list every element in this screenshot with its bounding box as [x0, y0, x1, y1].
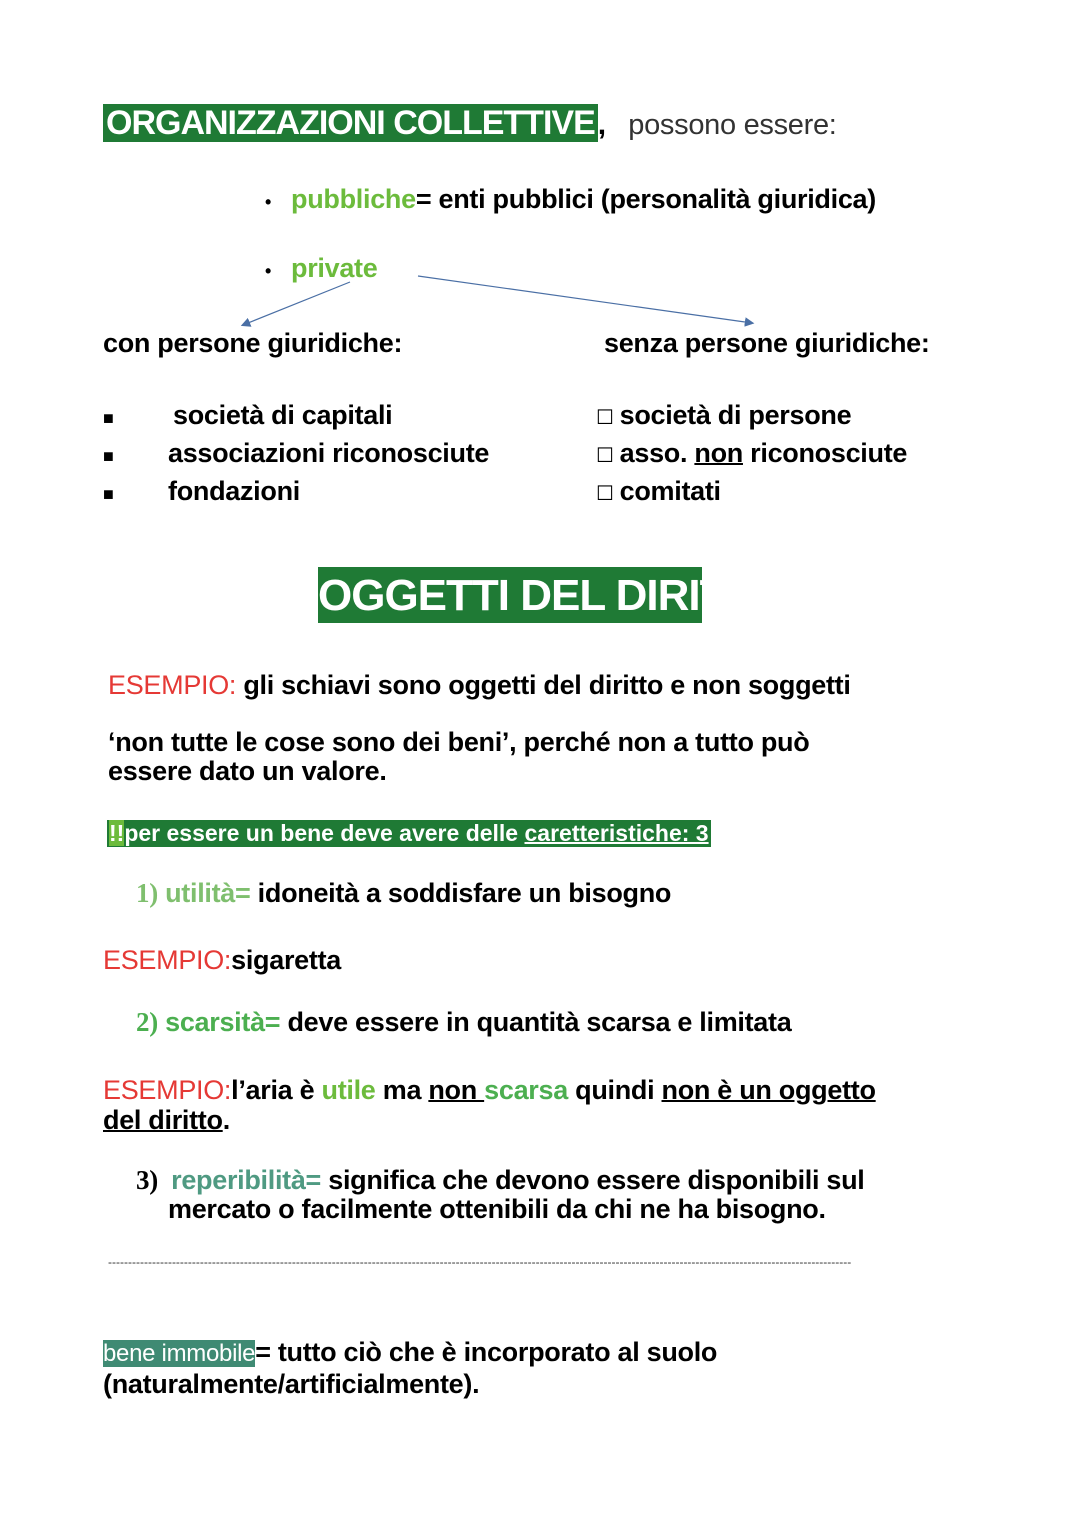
list-item: associazioni riconosciute — [168, 438, 490, 468]
branch-arrows — [0, 0, 1080, 340]
definition: idoneità a soddisfare un bisogno — [250, 878, 672, 908]
text: non — [428, 1075, 485, 1105]
right-list — [596, 398, 907, 512]
characteristic-3 — [136, 1166, 864, 1224]
example-text: gli schiavi sono oggetti del diritto e non soggetti — [243, 670, 851, 700]
example-1 — [108, 670, 851, 701]
characteristic-2 — [136, 1007, 791, 1038]
text: l’aria è — [231, 1075, 322, 1105]
definition: = enti pubblici (personalità giuridica) — [415, 184, 876, 214]
list-item: fondazioni — [168, 476, 300, 506]
definition: significa che devono essere disponibili sul — [321, 1165, 865, 1195]
number: 3) — [136, 1165, 158, 1195]
example-label: ESEMPIO: — [108, 670, 237, 700]
quote-line: ‘non tutte le cose sono dei beni’, perché non a tutto può — [108, 727, 810, 757]
text: . — [222, 1105, 230, 1135]
checkbox-icon: ☐ — [596, 445, 614, 467]
number: 1) — [136, 878, 158, 908]
list-item: società di persone — [619, 400, 852, 430]
term: private — [291, 253, 378, 283]
bullet-icon: • — [265, 261, 272, 281]
arrow-left — [243, 282, 350, 325]
text: quindi — [567, 1075, 662, 1105]
term: reperibilità= — [171, 1165, 322, 1195]
note-underlined: caretteristiche: 3 — [524, 820, 709, 846]
quote-text — [108, 728, 809, 786]
warning-mark: !! — [109, 820, 125, 846]
list-item: società di capitali — [173, 400, 393, 430]
quote-line: essere dato un valore. — [108, 756, 387, 786]
intro-text: possono essere: — [628, 109, 837, 141]
separator: ------------------------------------------------------------------------------------------------------------------------------------------------------------------------------------------ — [108, 1255, 852, 1269]
term: scarsità= — [165, 1007, 281, 1037]
example-2 — [103, 945, 341, 976]
square-bullet-icon: ■ — [103, 408, 114, 428]
section-title: ORGANIZZAZIONI COLLETTIVE — [103, 104, 598, 142]
bullet-icon: • — [265, 192, 272, 212]
text: scarsa — [484, 1075, 568, 1105]
left-heading: con persone giuridiche: — [103, 328, 403, 358]
checkbox-icon: ☐ — [596, 407, 614, 429]
term: pubbliche — [291, 184, 416, 214]
note-text: per essere un bene deve avere delle — [124, 820, 525, 846]
number: 2) — [136, 1007, 158, 1037]
right-heading: senza persone giuridiche: — [604, 328, 930, 358]
underlined-word: non — [694, 438, 743, 468]
text: non è un oggetto — [661, 1075, 876, 1105]
left-list — [103, 398, 489, 512]
definition: (naturalmente/artificialmente). — [103, 1369, 480, 1399]
list-item: comitati — [619, 476, 721, 506]
arrow-right — [418, 276, 752, 323]
square-bullet-icon: ■ — [103, 446, 114, 466]
example-text: sigaretta — [231, 945, 341, 975]
text: ma — [375, 1075, 429, 1105]
checkbox-icon: ☐ — [596, 483, 614, 505]
list-item: riconosciute — [742, 438, 908, 468]
example-label: ESEMPIO: — [103, 1075, 232, 1105]
square-bullet-icon: ■ — [103, 484, 114, 504]
list-item: asso. — [619, 438, 695, 468]
definition: mercato o facilmente ottenibili da chi ne ha bisogno. — [168, 1194, 826, 1224]
text: del diritto — [103, 1105, 223, 1135]
characteristic-1 — [136, 878, 671, 909]
bene-immobile-definition — [103, 1337, 717, 1400]
definition: = tutto ciò che è incorporato al suolo — [255, 1337, 718, 1367]
term-highlight: bene immobile — [103, 1340, 256, 1367]
note-highlight — [107, 820, 711, 847]
definition: deve essere in quantità scarsa e limitata — [280, 1007, 792, 1037]
section2-title: OGGETTI DEL DIRITTO — [318, 567, 702, 623]
title-comma: , — [597, 108, 606, 141]
example-label: ESEMPIO: — [103, 945, 232, 975]
text: utile — [321, 1075, 376, 1105]
example-3 — [103, 1075, 876, 1135]
term: utilità= — [165, 878, 251, 908]
